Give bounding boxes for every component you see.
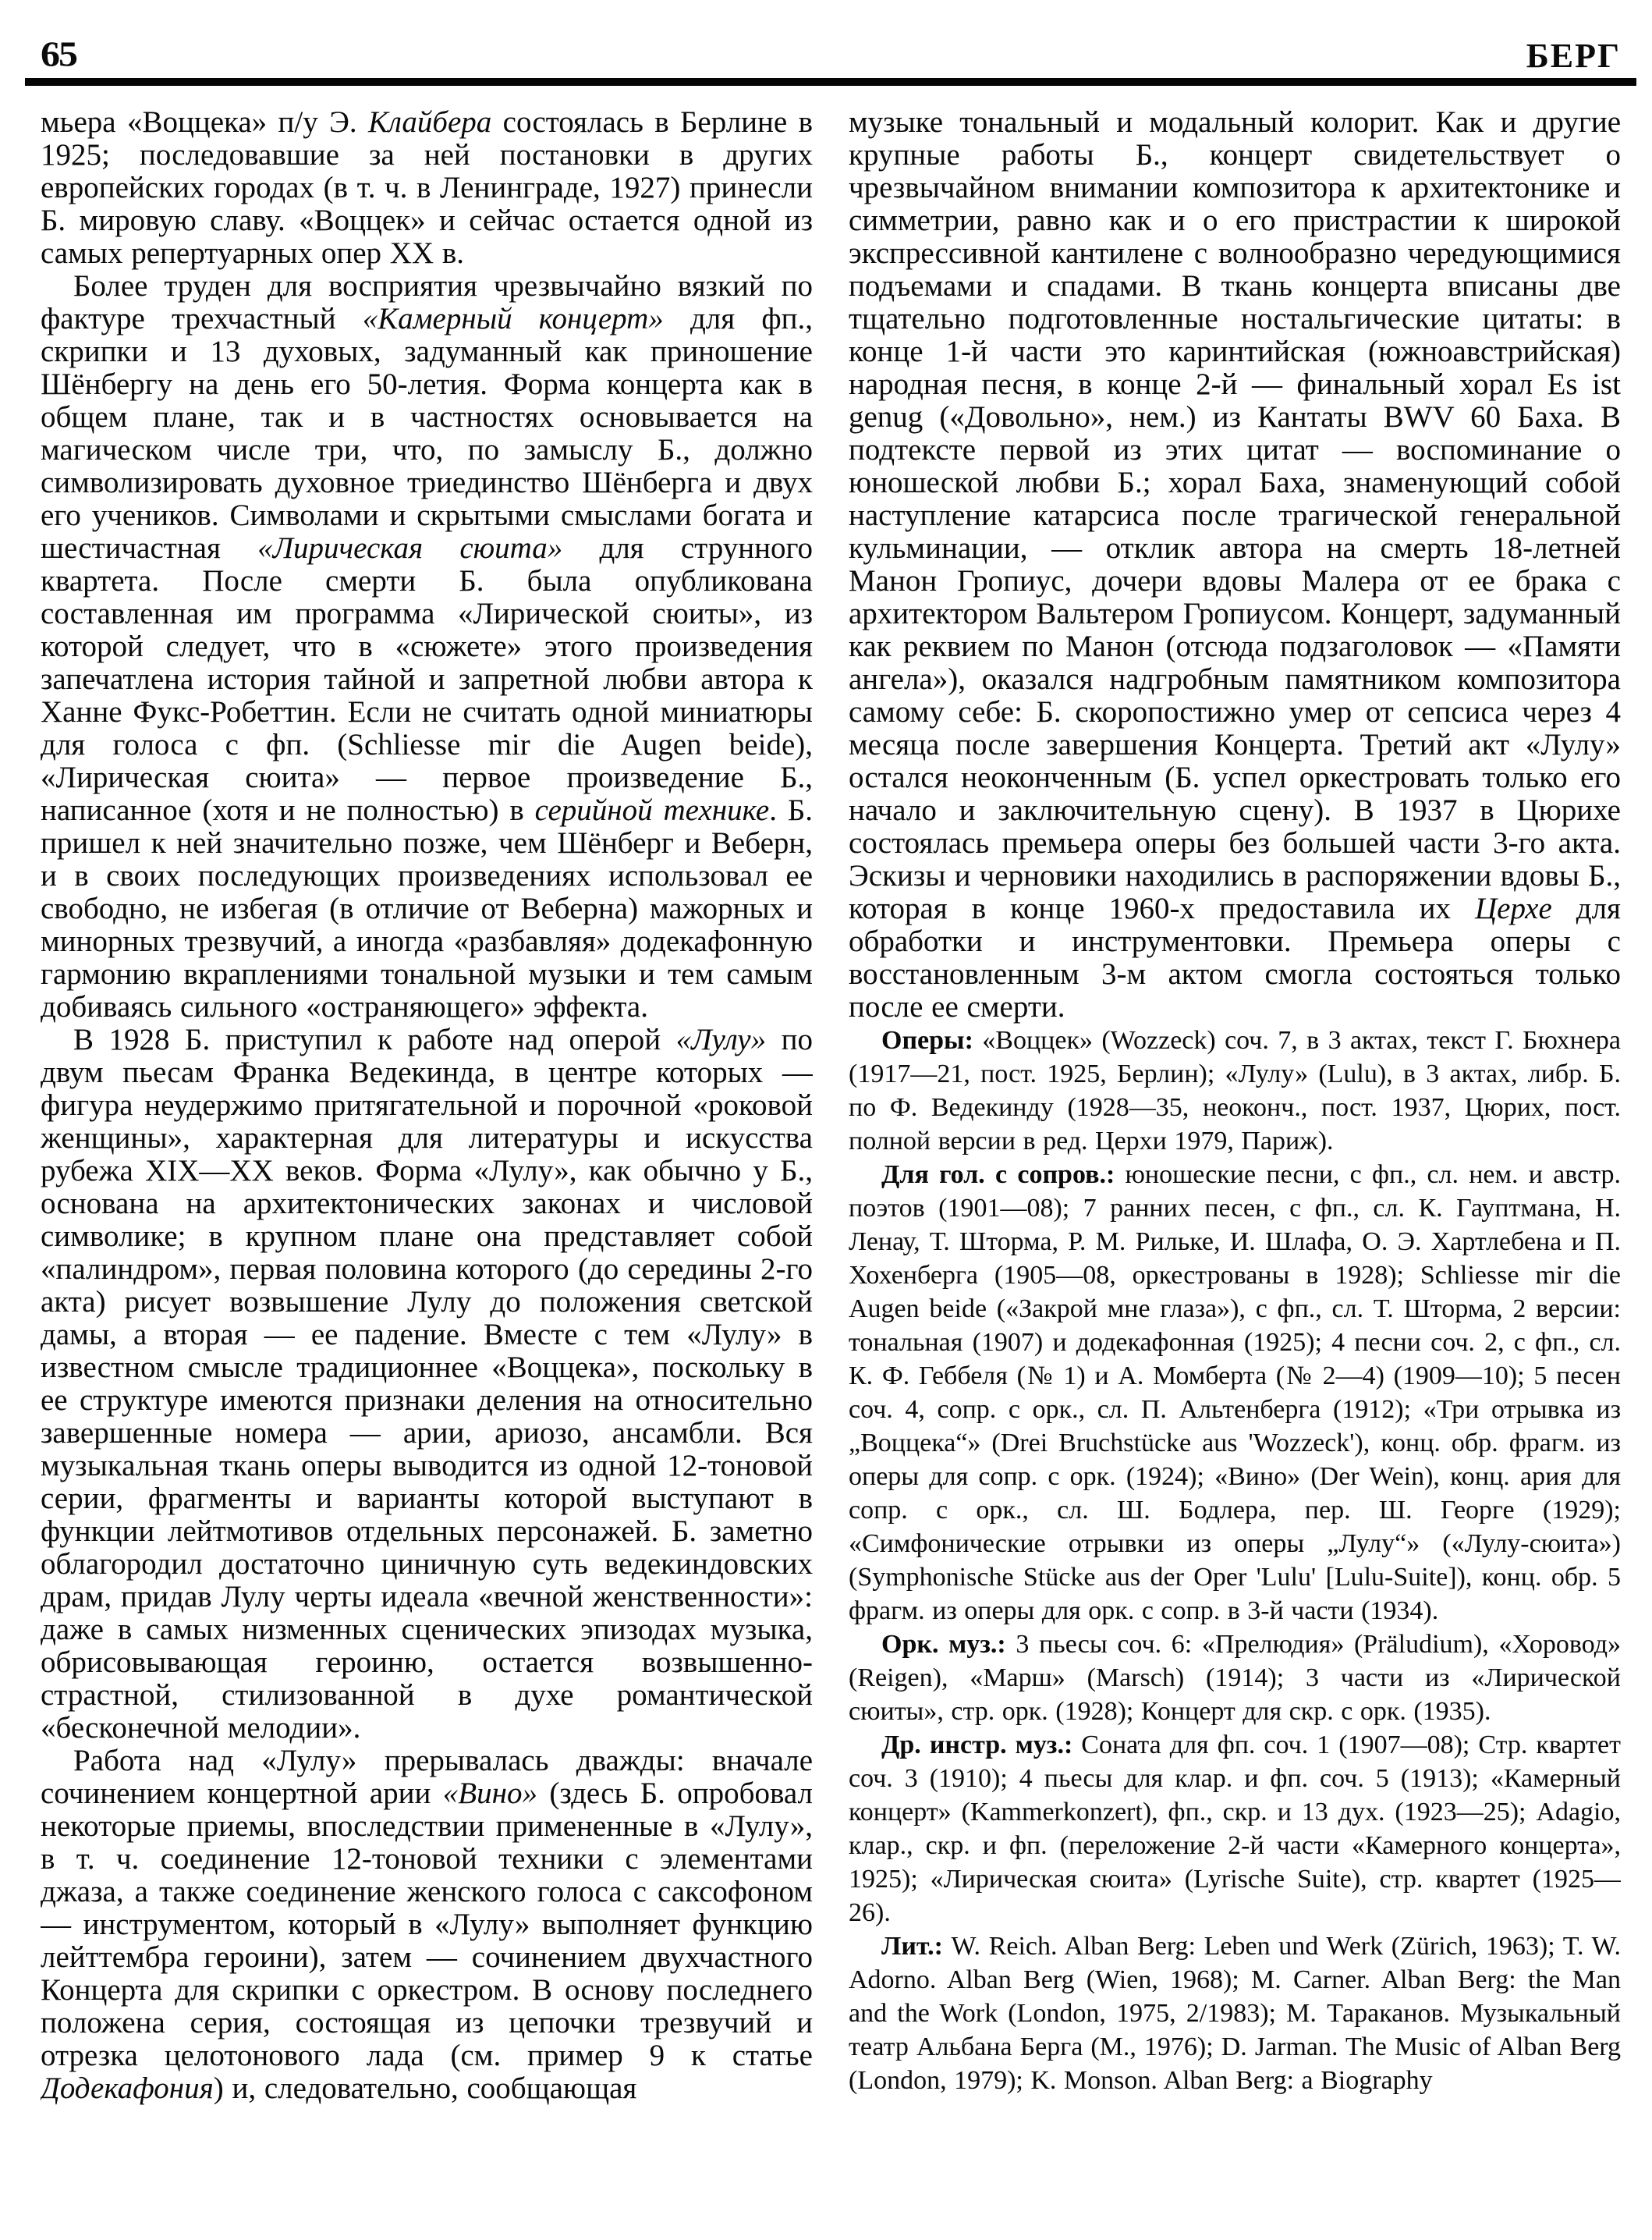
list-heading: Орк. муз.:: [881, 1630, 1006, 1659]
text-run: серийной технике: [534, 793, 770, 827]
page-header: [41, 23, 1621, 73]
text-run: «Лирическая сюита»: [257, 531, 563, 565]
text-run: «Вино»: [442, 1777, 537, 1810]
text-run: для обработки и инструментовки. Премьера оперы с восстановленным 3-м актом смогла состояться только после ее смерти.: [849, 892, 1621, 1024]
right-column: [849, 106, 1621, 2236]
running-head-title: БЕРГ: [1526, 37, 1621, 75]
text-run: «Камерный концерт»: [362, 302, 664, 335]
left-column: [41, 106, 813, 2236]
text-run: Церхе: [1474, 892, 1552, 925]
text-run: «Лулу»: [675, 1023, 767, 1056]
paragraph-chamber-concerto-lyric-suite: [41, 270, 813, 1024]
text-run: по двум пьесам Франка Ведекинда, в центре которых — фигура неудержимо притягательной и порочной «роковой женщины», характерная для литературы и искусства рубежа XIX—XX веков. Форма «Лулу», как обычно у Б., основана на архитектонических законах и числовой символике; в крупном плане она представляет собой «палиндром», первая половина которого (до середины 2-го акта) рисует возвышение Лулу до положения светской дамы, а вторая — ее падение. Вместе с тем «Лулу» в известном смысле традиционнее «Воццека», поскольку в ее структуре имеются признаки деления на относительно завершенные номера — арии, ариозо, ансамбли. Вся музыкальная ткань оперы выводится из одной 12-тоновой серии, фрагменты и варианты которой выступают в функции лейтмотивов отдельных персонажей. Б. заметно облагородил достаточно циничную суть ведекиндовских драм, придав Лулу черты идеала «вечной женственности»: даже в самых низменных сценических эпизодах музыка, обрисовывающая героиню, остается возвышенно-страстной, стилизованной в духе романтической «бесконечной мелодии».: [41, 1023, 813, 1745]
page-number: 65: [41, 34, 76, 74]
text-run: юношеские песни, с фп., сл. нем. и австр. поэтов (1901—08); 7 ранних песен, с фп., сл. К. Гауптмана, Н. Ленау, Т. Шторма, Р. М. Рильке, И. Шлафа, О. Э. Хартлебена и П. Хохенберга (1905—08, оркестрованы в 1928); Schliesse mir die Augen beide («Закрой мне глаза»), с фп., сл. Т. Шторма, 2 версии: тональная (1907) и додекафонная (1925); 4 песни соч. 2, с фп., сл. К. Ф. Геббеля (№ 1) и А. Момберта (№ 2—4) (1909—10); 5 песен соч. 4, сопр. с орк., сл. П. Альтенберга (1912); «Три отрывка из „Воццека“» (Drei Bruchstücke aus 'Wozzeck'), конц. обр. фрагм. из оперы для сопр. с орк. (1924); «Вино» (Der Wein), конц. ария для сопр. с орк., сл. Ш. Бодлера, пер. Ш. Георге (1929); «Симфонические отрывки из оперы „Лулу“» («Лулу-сюита») (Symphonische Stücke aus der Oper 'Lulu' [Lulu-Suite]), конц. обр. 5 фрагм. из оперы для орк. с сопр. в 3-й части (1934).: [849, 1160, 1621, 1625]
list-heading: Для гол. с сопров.:: [881, 1160, 1115, 1189]
text-run: ) и, следовательно, сообщающая: [213, 2071, 637, 2105]
paragraph-wozzeck-premiere: [41, 106, 813, 270]
text-run: состоялась в Берлине в 1925; последовавшие за ней постановки в других европейских городах (в т. ч. в Ленинграде, 1927) принесли Б. мировую славу. «Воццек» и сейчас остается одной из самых репертуарных опер XX в.: [41, 106, 813, 270]
text-run: В 1928 Б. приступил к работе над оперой: [73, 1023, 676, 1056]
header-rule: [25, 78, 1636, 86]
text-run: Додекафония: [41, 2071, 214, 2105]
text-run: W. Reich. Alban Berg: Leben und Werk (Zürich, 1963); T. W. Adorno. Alban Berg (Wien, 1968); M. Carner. Alban Berg: the Man and the Work (London, 1975, 2/1983); М. Тараканов. Музыкальный театр Альбана Берга (М., 1976); D. Jarman. The Music of Alban Berg (London, 1979); K. Monson. Alban Berg: a Biography: [849, 1932, 1621, 2095]
bibliography: [849, 1929, 1621, 2097]
text-run: Клайбера: [368, 106, 492, 139]
text-run: 3 пьесы соч. 6: «Прелюдия» (Präludium), «Хоровод» (Reigen), «Марш» (Marsch) (1914); 3 части из «Лирической сюиты», стр. орк. (1928); Концерт для скр. с орк. (1935).: [849, 1630, 1621, 1726]
list-heading: Др. инстр. муз.:: [881, 1731, 1073, 1759]
text-run: Соната для фп. соч. 1 (1907—08); Стр. квартет соч. 3 (1910); 4 пьесы для клар. и фп. соч. 5 (1913); «Камерный концерт» (Kammerkonzert), фп., скр. и 13 дух. (1923—25); Adagio, клар., скр. и фп. (переложение 2-й части «Камерного концерта», 1925); «Лирическая сюита» (Lyrische Suite), стр. квартет (1925—26).: [849, 1731, 1621, 1927]
text-run: для струнного квартета. После смерти Б. была опубликована составленная им программа «Лирической сюиты», из которой следует, что в «сюжете» этого произведения запечатлена история тайной и запретной любви автора к Ханне Фукс-Робеттин. Если не считать одной миниатюры для голоса с фп. (Schliesse mir die Augen beide), «Лирическая сюита» — первое произведение Б., написанное (хотя и не полностью) в: [41, 531, 813, 827]
paragraph-lulu: [41, 1024, 813, 1745]
text-run: музыке тональный и модальный колорит. Как и другие крупные работы Б., концерт свидетельствует о чрезвычайном внимании композитора к архитектонике и симметрии, равно как и о его пристрастии к широкой экспрессивной кантилене с волнообразно чередующимися подъемами и спадами. В ткань концерта вписаны две тщательно подготовленные ностальгические цитаты: в конце 1-й части это каринтийская (южноавстрийская) народная песня, в конце 2-й — финальный хорал Es ist genug («Довольно», нем.) из Кантаты BWV 60 Баха. В подтексте первой из этих цитат — воспоминание о юношеской любви Б.; хорал Баха, знаменующий собой наступление катарсиса после трагической генеральной кульминации, — отклик автора на смерть 18-летней Манон Гропиус, дочери вдовы Малера от ее брака с архитектором Вальтером Гропиусом. Концерт, задуманный как реквием по Манон (отсюда подзаголовок — «Памяти ангела»), оказался надгробным памятником композитора самому себе: Б. скоропостижно умер от сепсиса через 4 месяца после завершения Концерта. Третий акт «Лулу» остался неоконченным (Б. успел оркестровать только его начало и заключительную сцену). В 1937 в Цюрихе состоялась премьера оперы без большей части 3-го акта. Эскизы и черновики находились в распоряжении вдовы Б., которая в конце 1960-х предоставила их: [849, 106, 1621, 925]
text-run: . Б. пришел к ней значительно позже, чем Шёнберг и Веберн, и в своих последующих произведениях использовал ее свободно, не избегая (в отличие от Веберна) мажорных и минорных трезвучий, а иногда «разбавляя» додекафонную гармонию вкраплениями тональной музыки и тем самым добиваясь сильного «остраняющего» эффекта.: [41, 793, 813, 1024]
works-orchestral: [849, 1628, 1621, 1728]
article-body: [41, 106, 1621, 2236]
paragraph-violin-concerto-death: [849, 106, 1621, 1024]
text-run: для фп., скрипки и 13 духовых, задуманный как приношение Шёнбергу на день его 50-летия. Форма концерта как в общем плане, так и в частностях основывается на магическом числе три, что, по замыслу Б., должно символизировать духовное триединство Шёнберга и двух его учеников. Символами и скрытыми смыслами богата и шестичастная: [41, 302, 813, 565]
works-voice-accompaniment: [849, 1158, 1621, 1628]
works-other-instrumental: [849, 1728, 1621, 1929]
text-run: «Воццек» (Wozzeck) соч. 7, в 3 актах, текст Г. Бюхнера (1917—21, пост. 1925, Берлин); «Лулу» (Lulu), в 3 актах, либр. Б. по Ф. Ведекинду (1928—35, неоконч., пост. 1937, Цюрих, пост. полной версии в ред. Церхи 1979, Париж).: [849, 1026, 1621, 1155]
list-heading: Лит.:: [881, 1932, 943, 1961]
text-run: (здесь Б. опробовал некоторые приемы, впоследствии примененные в «Лулу», в т. ч. соединение 12-тоновой техники с элементами джаза, а также соединение женского голоса с саксофоном — инструментом, который в «Лулу» выполняет функцию лейттембра героини), затем — сочинением двухчастного Концерта для скрипки с оркестром. В основу последнего положена серия, состоящая из цепочки трезвучий и отрезка целотонового лада (см. пример 9 к статье: [41, 1777, 813, 2072]
text-run: мьера «Воццека» п/у Э.: [41, 106, 368, 139]
text-run: Более труден для восприятия чрезвычайно вязкий по фактуре трехчастный: [41, 269, 813, 335]
text-run: Работа над «Лулу» прерывалась дважды: вначале сочинением концертной арии: [41, 1744, 813, 1810]
paragraph-lulu-interruptions: [41, 1745, 813, 2105]
works-operas: [849, 1024, 1621, 1158]
list-heading: Оперы:: [881, 1026, 973, 1055]
